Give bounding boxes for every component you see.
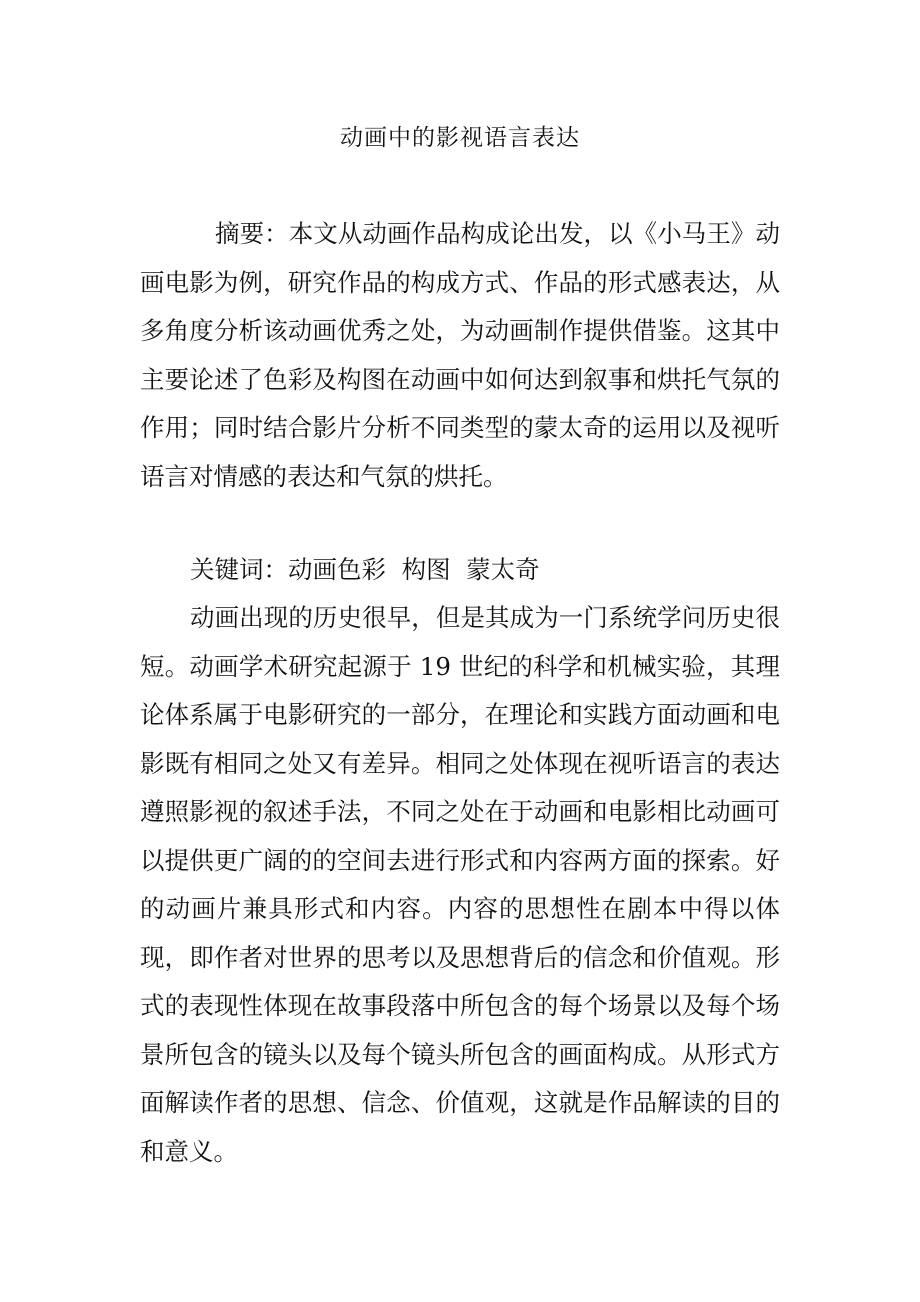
- page-title: 动画中的影视语言表达: [340, 125, 580, 151]
- body-paragraph: 动画出现的历史很早，但是其成为一门系统学问历史很短。动画学术研究起源于 19 世纪的科学和机械实验，其理论体系属于电影研究的一部分，在理论和实践方面动画和电影既有相同之处又有差异。相同之处体现在视听语言的表达遵照影视的叙述手法，不同之处在于动画和电影相比动画可以提供更广阔的的空间去进行形式和内容两方面的探索。好的动画片兼具形式和内容。内容的思想性在剧本中得以体现，即作者对世界的思考以及思想背后的信念和价值观。形式的表现性体现在故事段落中所包含的每个场景以及每个场景所包含的镜头以及每个镜头所包含的画面构成。从形式方面解读作者的思想、信念、价值观，这就是作品解读的目的和意义。: [140, 603, 780, 1166]
- abstract-paragraph: 摘要：本文从动画作品构成论出发，以《小马王》动画电影为例，研究作品的构成方式、作品的形式感表达，从多角度分析该动画优秀之处，为动画制作提供借鉴。这其中主要论述了色彩及构图在动画中如何达到叙事和烘托气氛的作用；同时结合影片分析不同类型的蒙太奇的运用以及视听语言对情感的表达和气氛的烘托。: [140, 219, 780, 491]
- keywords-line: 关键词：动画色彩 构图 蒙太奇: [190, 555, 540, 584]
